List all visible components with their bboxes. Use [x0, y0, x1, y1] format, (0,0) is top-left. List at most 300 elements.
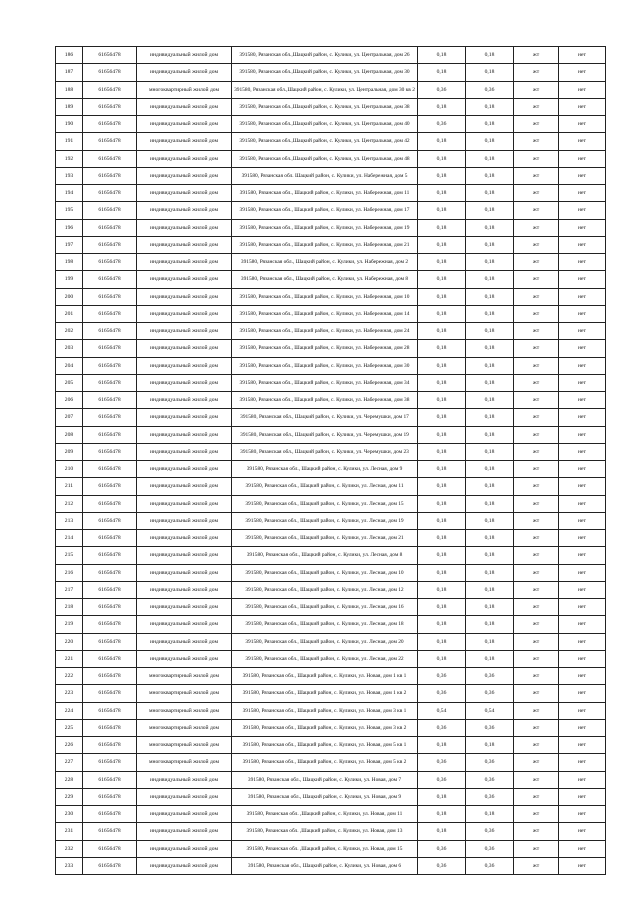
area-b-cell: 0,18: [466, 202, 514, 219]
row-number-cell: 225: [56, 719, 83, 736]
area-b-cell: 0,18: [466, 443, 514, 460]
code-cell: 61656478: [83, 823, 137, 840]
area-b-cell: 0,18: [466, 426, 514, 443]
flag-cell: нет: [559, 288, 606, 305]
address-cell: 391580, Рязанская обл., Шацкий район, с. Кулики, ул. Черемушки, дом 17: [232, 409, 418, 426]
use-cell: жт: [514, 564, 559, 581]
row-number-cell: 190: [56, 116, 83, 133]
use-cell: жт: [514, 271, 559, 288]
row-number-cell: 197: [56, 236, 83, 253]
area-b-cell: 0,18: [466, 581, 514, 598]
table-row: [56, 98, 606, 115]
address-cell: 391580, Рязанская обл., Шацкий район, с. Кулики, ул. Набережная, дом 38: [232, 392, 418, 409]
area-b-cell: 0,36: [466, 81, 514, 98]
area-a-cell: 0,18: [418, 443, 466, 460]
code-cell: 61656478: [83, 116, 137, 133]
area-a-cell: 0,18: [418, 426, 466, 443]
row-number-cell: 212: [56, 495, 83, 512]
table-row: [56, 219, 606, 236]
code-cell: 61656478: [83, 857, 137, 874]
area-a-cell: 0,18: [418, 461, 466, 478]
code-cell: 61656478: [83, 599, 137, 616]
flag-cell: нет: [559, 564, 606, 581]
area-b-cell: 0,18: [466, 150, 514, 167]
use-cell: жт: [514, 616, 559, 633]
code-cell: 61656478: [83, 512, 137, 529]
address-cell: 391580, Рязанская обл., Шацкий район, с. Кулики, ул. Лесная, дом 12: [232, 581, 418, 598]
code-cell: 61656478: [83, 150, 137, 167]
code-cell: 61656478: [83, 219, 137, 236]
area-b-cell: 0,18: [466, 564, 514, 581]
row-number-cell: 224: [56, 702, 83, 719]
code-cell: 61656478: [83, 357, 137, 374]
building-type-cell: индивидуальный жилой дом: [137, 340, 232, 357]
use-cell: жт: [514, 236, 559, 253]
use-cell: жт: [514, 599, 559, 616]
row-number-cell: 211: [56, 478, 83, 495]
row-number-cell: 217: [56, 581, 83, 598]
area-a-cell: 0,18: [418, 271, 466, 288]
flag-cell: нет: [559, 823, 606, 840]
use-cell: жт: [514, 737, 559, 754]
area-a-cell: 0,18: [418, 392, 466, 409]
use-cell: жт: [514, 823, 559, 840]
area-a-cell: 0,36: [418, 771, 466, 788]
use-cell: жт: [514, 461, 559, 478]
building-type-cell: индивидуальный жилой дом: [137, 202, 232, 219]
flag-cell: нет: [559, 512, 606, 529]
flag-cell: нет: [559, 581, 606, 598]
area-a-cell: 0,18: [418, 530, 466, 547]
address-cell: 391580, Рязанская обл., Шацкий район, с. Кулики, ул. Набережная, дом 17: [232, 202, 418, 219]
row-number-cell: 227: [56, 754, 83, 771]
use-cell: жт: [514, 495, 559, 512]
building-type-cell: индивидуальный жилой дом: [137, 616, 232, 633]
table-row: [56, 461, 606, 478]
building-type-cell: индивидуальный жилой дом: [137, 443, 232, 460]
use-cell: жт: [514, 305, 559, 322]
row-number-cell: 206: [56, 392, 83, 409]
area-a-cell: 0,18: [418, 650, 466, 667]
table-row: [56, 288, 606, 305]
use-cell: жт: [514, 443, 559, 460]
code-cell: 61656478: [83, 185, 137, 202]
area-b-cell: 0,18: [466, 323, 514, 340]
use-cell: жт: [514, 840, 559, 857]
area-a-cell: 0,18: [418, 236, 466, 253]
area-b-cell: 0,18: [466, 271, 514, 288]
use-cell: жт: [514, 633, 559, 650]
flag-cell: нет: [559, 374, 606, 391]
flag-cell: нет: [559, 357, 606, 374]
address-cell: 391580, Рязанская обл., Шацкий район, с. Кулики, ул. Набережная, дом 14: [232, 305, 418, 322]
building-type-cell: индивидуальный жилой дом: [137, 305, 232, 322]
area-b-cell: 0,36: [466, 668, 514, 685]
use-cell: жт: [514, 806, 559, 823]
building-type-cell: индивидуальный жилой дом: [137, 133, 232, 150]
area-a-cell: 0,18: [418, 581, 466, 598]
area-b-cell: 0,18: [466, 392, 514, 409]
row-number-cell: 228: [56, 771, 83, 788]
use-cell: жт: [514, 685, 559, 702]
area-a-cell: 0,18: [418, 202, 466, 219]
address-cell: 391580, Рязанская обл., Шацкий район, с. Кулики, ул. Черемушки, дом 19: [232, 426, 418, 443]
address-cell: 391580, Рязанская обл., Шацкий район, с. Кулики, ул. Набережная, дом 11: [232, 185, 418, 202]
table-row: [56, 254, 606, 271]
area-a-cell: 0,18: [418, 357, 466, 374]
area-a-cell: 0,18: [418, 409, 466, 426]
row-number-cell: 230: [56, 806, 83, 823]
area-b-cell: 0,18: [466, 185, 514, 202]
address-cell: 391580, Рязанская обл., Шацкий район, с. Кулики, ул. Лесная, дом 19: [232, 512, 418, 529]
address-cell: 391580, Рязанская обл., Шацкий район, с. Кулики, ул. Новая, дом 5 кв 1: [232, 737, 418, 754]
area-b-cell: 0,36: [466, 857, 514, 874]
building-type-cell: индивидуальный жилой дом: [137, 288, 232, 305]
area-a-cell: 0,18: [418, 185, 466, 202]
use-cell: жт: [514, 219, 559, 236]
code-cell: 61656478: [83, 271, 137, 288]
table-row: [56, 495, 606, 512]
flag-cell: нет: [559, 685, 606, 702]
flag-cell: нет: [559, 116, 606, 133]
flag-cell: нет: [559, 719, 606, 736]
row-number-cell: 221: [56, 650, 83, 667]
flag-cell: нет: [559, 271, 606, 288]
building-type-cell: индивидуальный жилой дом: [137, 823, 232, 840]
area-b-cell: 0,36: [466, 823, 514, 840]
area-b-cell: 0,18: [466, 495, 514, 512]
area-a-cell: 0,36: [418, 668, 466, 685]
area-b-cell: 0,18: [466, 254, 514, 271]
flag-cell: нет: [559, 650, 606, 667]
row-number-cell: 191: [56, 133, 83, 150]
building-type-cell: индивидуальный жилой дом: [137, 47, 232, 64]
flag-cell: нет: [559, 98, 606, 115]
building-type-cell: индивидуальный жилой дом: [137, 633, 232, 650]
row-number-cell: 204: [56, 357, 83, 374]
use-cell: жт: [514, 719, 559, 736]
row-number-cell: 203: [56, 340, 83, 357]
code-cell: 61656478: [83, 547, 137, 564]
code-cell: 61656478: [83, 426, 137, 443]
building-type-cell: индивидуальный жилой дом: [137, 426, 232, 443]
table-row: [56, 47, 606, 64]
row-number-cell: 194: [56, 185, 83, 202]
table-row: [56, 616, 606, 633]
area-b-cell: 0,18: [466, 806, 514, 823]
area-a-cell: 0,18: [418, 616, 466, 633]
flag-cell: нет: [559, 443, 606, 460]
table-row: [56, 392, 606, 409]
area-a-cell: 0,18: [418, 98, 466, 115]
area-b-cell: 0,18: [466, 478, 514, 495]
area-b-cell: 0,18: [466, 47, 514, 64]
table-row: [56, 374, 606, 391]
area-a-cell: 0,18: [418, 219, 466, 236]
address-cell: 391580, Рязанская обл., Шацкий район, с. Кулики, ул. Новая, дом 5 кв 2: [232, 754, 418, 771]
use-cell: жт: [514, 254, 559, 271]
address-cell: 391580, Рязанская обл., Шацкий район, с. Кулики, ул. Лесная, дом 11: [232, 478, 418, 495]
code-cell: 61656478: [83, 98, 137, 115]
table-row: [56, 150, 606, 167]
area-b-cell: 0,18: [466, 64, 514, 81]
row-number-cell: 233: [56, 857, 83, 874]
area-b-cell: 0,36: [466, 685, 514, 702]
row-number-cell: 208: [56, 426, 83, 443]
area-a-cell: 0,18: [418, 633, 466, 650]
code-cell: 61656478: [83, 254, 137, 271]
area-a-cell: 0,18: [418, 254, 466, 271]
flag-cell: нет: [559, 133, 606, 150]
area-a-cell: 0,36: [418, 754, 466, 771]
code-cell: 61656478: [83, 340, 137, 357]
area-b-cell: 0,18: [466, 737, 514, 754]
address-cell: 391580, Рязанская обл.,Шацкий район, с. Кулики, ул. Центральная, дом 48: [232, 150, 418, 167]
row-number-cell: 209: [56, 443, 83, 460]
building-type-cell: индивидуальный жилой дом: [137, 857, 232, 874]
flag-cell: нет: [559, 840, 606, 857]
flag-cell: нет: [559, 236, 606, 253]
building-type-cell: индивидуальный жилой дом: [137, 98, 232, 115]
use-cell: жт: [514, 374, 559, 391]
use-cell: жт: [514, 202, 559, 219]
flag-cell: нет: [559, 771, 606, 788]
area-a-cell: 0,18: [418, 564, 466, 581]
address-cell: 391580, Рязанская обл., Шацкий район, с. Кулики, ул. Лесная, дом 18: [232, 616, 418, 633]
address-cell: 391580, Рязанская обл.,Шацкий район, с. Кулики, ул. Центральная, дом 38: [232, 98, 418, 115]
area-a-cell: 0,54: [418, 702, 466, 719]
building-type-cell: индивидуальный жилой дом: [137, 116, 232, 133]
flag-cell: нет: [559, 81, 606, 98]
table-row: [56, 116, 606, 133]
use-cell: жт: [514, 788, 559, 805]
code-cell: 61656478: [83, 305, 137, 322]
building-type-cell: индивидуальный жилой дом: [137, 581, 232, 598]
use-cell: жт: [514, 426, 559, 443]
address-cell: 391580, Рязанская обл., Шацкий район, с. Кулики, ул. Набережная, дом 30: [232, 357, 418, 374]
area-a-cell: 0,18: [418, 599, 466, 616]
row-number-cell: 210: [56, 461, 83, 478]
building-type-cell: индивидуальный жилой дом: [137, 495, 232, 512]
building-type-cell: многоквартирный жилой дом: [137, 81, 232, 98]
table-row: [56, 840, 606, 857]
use-cell: жт: [514, 512, 559, 529]
building-type-cell: индивидуальный жилой дом: [137, 530, 232, 547]
row-number-cell: 198: [56, 254, 83, 271]
use-cell: жт: [514, 702, 559, 719]
area-b-cell: 0,18: [466, 547, 514, 564]
area-a-cell: 0,36: [418, 81, 466, 98]
address-cell: 391580, Рязанская обл., Шацкий район, с. Кулики, ул. Набережная, дом 34: [232, 374, 418, 391]
area-a-cell: 0,36: [418, 116, 466, 133]
area-b-cell: 0,18: [466, 98, 514, 115]
row-number-cell: 214: [56, 530, 83, 547]
code-cell: 61656478: [83, 288, 137, 305]
address-cell: 391580, Рязанская обл.,Шацкий район, с. Кулики, ул. Центральная, дом 30: [232, 64, 418, 81]
table-row: [56, 323, 606, 340]
flag-cell: нет: [559, 47, 606, 64]
flag-cell: нет: [559, 633, 606, 650]
area-b-cell: 0,18: [466, 219, 514, 236]
row-number-cell: 186: [56, 47, 83, 64]
building-type-cell: индивидуальный жилой дом: [137, 64, 232, 81]
table-row: [56, 478, 606, 495]
address-cell: 391580, Рязанская обл., Шацкий район, с. Кулики, ул. Набережная, дом 19: [232, 219, 418, 236]
flag-cell: нет: [559, 185, 606, 202]
row-number-cell: 222: [56, 668, 83, 685]
area-b-cell: 0,18: [466, 288, 514, 305]
area-a-cell: 0,18: [418, 806, 466, 823]
table-row: [56, 650, 606, 667]
building-type-cell: индивидуальный жилой дом: [137, 357, 232, 374]
area-a-cell: 0,18: [418, 64, 466, 81]
code-cell: 61656478: [83, 236, 137, 253]
flag-cell: нет: [559, 702, 606, 719]
address-cell: 391580, Рязанская обл. ,Шацкий район, с. Кулики, ул. Новая, дом 15: [232, 840, 418, 857]
flag-cell: нет: [559, 219, 606, 236]
flag-cell: нет: [559, 305, 606, 322]
address-cell: 391580, Рязанская обл., Шацкий район, с. Кулики, ул. Набережная, дом 24: [232, 323, 418, 340]
area-a-cell: 0,18: [418, 737, 466, 754]
area-b-cell: 0,36: [466, 840, 514, 857]
flag-cell: нет: [559, 530, 606, 547]
table-row: [56, 719, 606, 736]
area-a-cell: 0,36: [418, 719, 466, 736]
code-cell: 61656478: [83, 564, 137, 581]
table-row: [56, 81, 606, 98]
row-number-cell: 187: [56, 64, 83, 81]
building-type-cell: индивидуальный жилой дом: [137, 599, 232, 616]
row-number-cell: 219: [56, 616, 83, 633]
table-row: [56, 581, 606, 598]
use-cell: жт: [514, 81, 559, 98]
building-type-cell: индивидуальный жилой дом: [137, 271, 232, 288]
table-row: [56, 357, 606, 374]
code-cell: 61656478: [83, 650, 137, 667]
area-b-cell: 0,18: [466, 512, 514, 529]
address-cell: 391580, Рязанская обл., Шацкий район, с. Кулики, ул. Лесная, дом 21: [232, 530, 418, 547]
row-number-cell: 218: [56, 599, 83, 616]
row-number-cell: 207: [56, 409, 83, 426]
address-cell: 391580, Рязанская обл., Шацкий район, с. Кулики, ул. Новая, дом 3 кв 1: [232, 702, 418, 719]
row-number-cell: 216: [56, 564, 83, 581]
address-cell: 391580, Рязанская обл., Шацкий район, с. Кулики, ул. Новая, дом 1 кв 2: [232, 685, 418, 702]
flag-cell: нет: [559, 340, 606, 357]
building-type-cell: индивидуальный жилой дом: [137, 806, 232, 823]
address-cell: 391580, Рязанская обл., Шацкий район, с. Кулики, ул. Набережная, дом 10: [232, 288, 418, 305]
flag-cell: нет: [559, 64, 606, 81]
code-cell: 61656478: [83, 461, 137, 478]
area-a-cell: 0,18: [418, 305, 466, 322]
flag-cell: нет: [559, 754, 606, 771]
flag-cell: нет: [559, 599, 606, 616]
table-row: [56, 426, 606, 443]
flag-cell: нет: [559, 616, 606, 633]
code-cell: 61656478: [83, 495, 137, 512]
building-type-cell: индивидуальный жилой дом: [137, 254, 232, 271]
use-cell: жт: [514, 64, 559, 81]
code-cell: 61656478: [83, 133, 137, 150]
table-row: [56, 668, 606, 685]
area-a-cell: 0,18: [418, 288, 466, 305]
flag-cell: нет: [559, 150, 606, 167]
building-type-cell: индивидуальный жилой дом: [137, 461, 232, 478]
address-cell: 391580, Рязанская обл., Шацкий район, с. Кулики, ул. Новая, дом 9: [232, 788, 418, 805]
area-a-cell: 0,18: [418, 340, 466, 357]
table-row: [56, 737, 606, 754]
table-row: [56, 823, 606, 840]
row-number-cell: 201: [56, 305, 83, 322]
area-b-cell: 0,18: [466, 530, 514, 547]
area-a-cell: 0,18: [418, 167, 466, 184]
address-cell: 391580, Рязанская обл., Шацкий район, с. Кулики, ул. Лесная, дом 22: [232, 650, 418, 667]
area-a-cell: 0,36: [418, 857, 466, 874]
area-b-cell: 0,18: [466, 461, 514, 478]
area-a-cell: 0,18: [418, 150, 466, 167]
area-a-cell: 0,18: [418, 374, 466, 391]
use-cell: жт: [514, 150, 559, 167]
flag-cell: нет: [559, 806, 606, 823]
row-number-cell: 200: [56, 288, 83, 305]
code-cell: 61656478: [83, 806, 137, 823]
area-a-cell: 0,18: [418, 323, 466, 340]
row-number-cell: 196: [56, 219, 83, 236]
use-cell: жт: [514, 530, 559, 547]
area-b-cell: 0,18: [466, 305, 514, 322]
code-cell: 61656478: [83, 323, 137, 340]
flag-cell: нет: [559, 547, 606, 564]
building-type-cell: многоквартирный жилой дом: [137, 719, 232, 736]
building-type-cell: индивидуальный жилой дом: [137, 150, 232, 167]
code-cell: 61656478: [83, 702, 137, 719]
building-type-cell: многоквартирный жилой дом: [137, 668, 232, 685]
code-cell: 61656478: [83, 788, 137, 805]
table-row: [56, 185, 606, 202]
row-number-cell: 193: [56, 167, 83, 184]
table-row: [56, 788, 606, 805]
row-number-cell: 215: [56, 547, 83, 564]
row-number-cell: 226: [56, 737, 83, 754]
area-b-cell: 0,18: [466, 409, 514, 426]
use-cell: жт: [514, 340, 559, 357]
table-row: [56, 512, 606, 529]
address-cell: 391580, Рязанская обл., Шацкий район, с. Кулики, ул. Лесная, дом 15: [232, 495, 418, 512]
area-b-cell: 0,18: [466, 236, 514, 253]
flag-cell: нет: [559, 392, 606, 409]
row-number-cell: 189: [56, 98, 83, 115]
code-cell: 61656478: [83, 581, 137, 598]
code-cell: 61656478: [83, 47, 137, 64]
use-cell: жт: [514, 478, 559, 495]
address-cell: 391580, Рязанская обл.,Шацкий район, с. Кулики, ул. Центральная, дом 40: [232, 116, 418, 133]
area-b-cell: 0,18: [466, 650, 514, 667]
code-cell: 61656478: [83, 409, 137, 426]
address-cell: 391580, Рязанская обл.,Шацкий район, с. Кулики, ул. Центральная, дом 30 кв 2: [232, 81, 418, 98]
code-cell: 61656478: [83, 392, 137, 409]
use-cell: жт: [514, 323, 559, 340]
code-cell: 61656478: [83, 771, 137, 788]
address-cell: 391580, Рязанская обл., Шацкий район, с. Кулики, ул. Набережная, дом 21: [232, 236, 418, 253]
use-cell: жт: [514, 857, 559, 874]
row-number-cell: 192: [56, 150, 83, 167]
building-type-cell: индивидуальный жилой дом: [137, 650, 232, 667]
address-cell: 391580, Рязанская обл., Шацкий район, с. Кулики, ул. Новая, дом 6: [232, 857, 418, 874]
use-cell: жт: [514, 47, 559, 64]
area-b-cell: 0,18: [466, 340, 514, 357]
table-row: [56, 271, 606, 288]
flag-cell: нет: [559, 426, 606, 443]
area-b-cell: 0,36: [466, 788, 514, 805]
